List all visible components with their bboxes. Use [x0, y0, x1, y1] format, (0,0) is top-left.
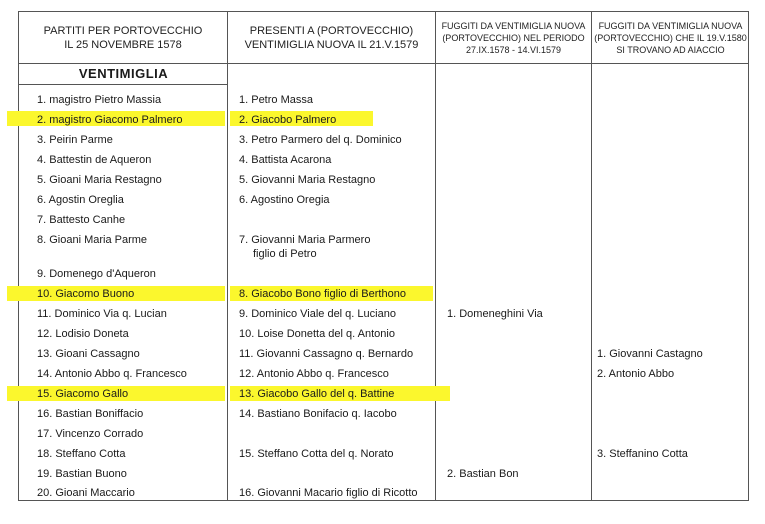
list-item: 1. Domeneghini Via	[447, 308, 543, 320]
list-item: 6. Agostino Oregia	[239, 194, 330, 206]
list-item: 15. Steffano Cotta del q. Norato	[239, 448, 394, 460]
list-item: 11. Dominico Via q. Lucian	[37, 308, 167, 320]
list-item: 3. Peirin Parme	[37, 134, 113, 146]
list-item: 2. Bastian Bon	[447, 468, 519, 480]
list-item: 2. magistro Giacomo Palmero	[37, 114, 183, 126]
list-item: 19. Bastian Buono	[37, 468, 127, 480]
list-item: 13. Giacobo Gallo del q. Battine	[239, 388, 395, 400]
header-col4-line1: FUGGITI DA VENTIMIGLIA NUOVA	[598, 20, 743, 31]
list-item: 6. Agostin Oreglia	[37, 194, 124, 206]
header-col3-line3: 27.IX.1578 - 14.VI.1579	[465, 44, 562, 55]
list-item: 17. Vincenzo Corrado	[37, 428, 144, 440]
header-col1-line1: PARTITI PER PORTOVECCHIO	[43, 24, 203, 37]
list-item: 1. Petro Massa	[239, 94, 313, 106]
list-item: 13. Gioani Cassagno	[37, 348, 140, 360]
list-item: 8. Giacobo Bono figlio di Berthono	[239, 288, 406, 300]
list-item: 12. Antonio Abbo q. Francesco	[239, 368, 389, 380]
header-col2-line1: PRESENTI A (PORTOVECCHIO)	[249, 24, 414, 37]
list-item: 11. Giovanni Cassagno q. Bernardo	[239, 348, 414, 360]
header-col2-line2: VENTIMIGLIA NUOVA IL 21.V.1579	[244, 38, 419, 51]
list-item: 8. Gioani Maria Parme	[37, 234, 148, 246]
list-item: 10. Giacomo Buono	[37, 288, 135, 300]
list-item: 2. Antonio Abbo	[597, 368, 675, 380]
list-item: 3. Petro Parmero del q. Dominico	[239, 134, 402, 146]
list-item: 9. Dominico Viale del q. Luciano	[239, 308, 396, 320]
list-item: 15. Giacomo Gallo	[37, 388, 129, 400]
list-item: 20. Gioani Maccario	[37, 487, 135, 499]
list-item: 4. Battista Acarona	[239, 154, 332, 166]
list-item: 1. magistro Pietro Massia	[37, 94, 162, 106]
list-item: 14. Antonio Abbo q. Francesco	[37, 368, 187, 380]
list-item: 9. Domenego d'Aqueron	[37, 268, 156, 280]
list-item: 1. Giovanni Castagno	[597, 348, 703, 360]
list-item: 7. Giovanni Maria Parmero	[239, 234, 371, 246]
list-item: 16. Giovanni Macario figlio di Ricotto	[239, 487, 418, 499]
section-title: VENTIMIGLIA	[78, 66, 169, 81]
header-col4-line3: SI TROVANO AD AIACCIO	[616, 44, 725, 55]
list-item: 12. Lodisio Doneta	[37, 328, 129, 340]
list-item: 2. Giacobo Palmero	[239, 114, 337, 126]
list-item: 5. Gioani Maria Restagno	[37, 174, 162, 186]
list-item: 16. Bastian Boniffacio	[37, 408, 144, 420]
list-item: 10. Loise Donetta del q. Antonio	[239, 328, 395, 340]
list-item: 7. Battesto Canhe	[37, 214, 126, 226]
header-col3-line1: FUGGITI DA VENTIMIGLIA NUOVA	[441, 20, 586, 31]
list-item: 4. Battestin de Aqueron	[37, 154, 152, 166]
table	[18, 11, 749, 501]
header-col4-line2: (PORTOVECCHIO) CHE IL 19.V.1580	[594, 32, 747, 43]
list-item: 14. Bastiano Bonifacio q. Iacobo	[239, 408, 397, 420]
list-item: 5. Giovanni Maria Restagno	[239, 174, 376, 186]
header-col3-line2: (PORTOVECCHIO) NEL PERIODO	[442, 32, 585, 43]
list-item: figlio di Petro	[253, 248, 317, 260]
list-item: 3. Steffanino Cotta	[597, 448, 688, 460]
list-item: 18. Steffano Cotta	[37, 448, 126, 460]
header-col1-line2: IL 25 NOVEMBRE 1578	[64, 38, 182, 51]
